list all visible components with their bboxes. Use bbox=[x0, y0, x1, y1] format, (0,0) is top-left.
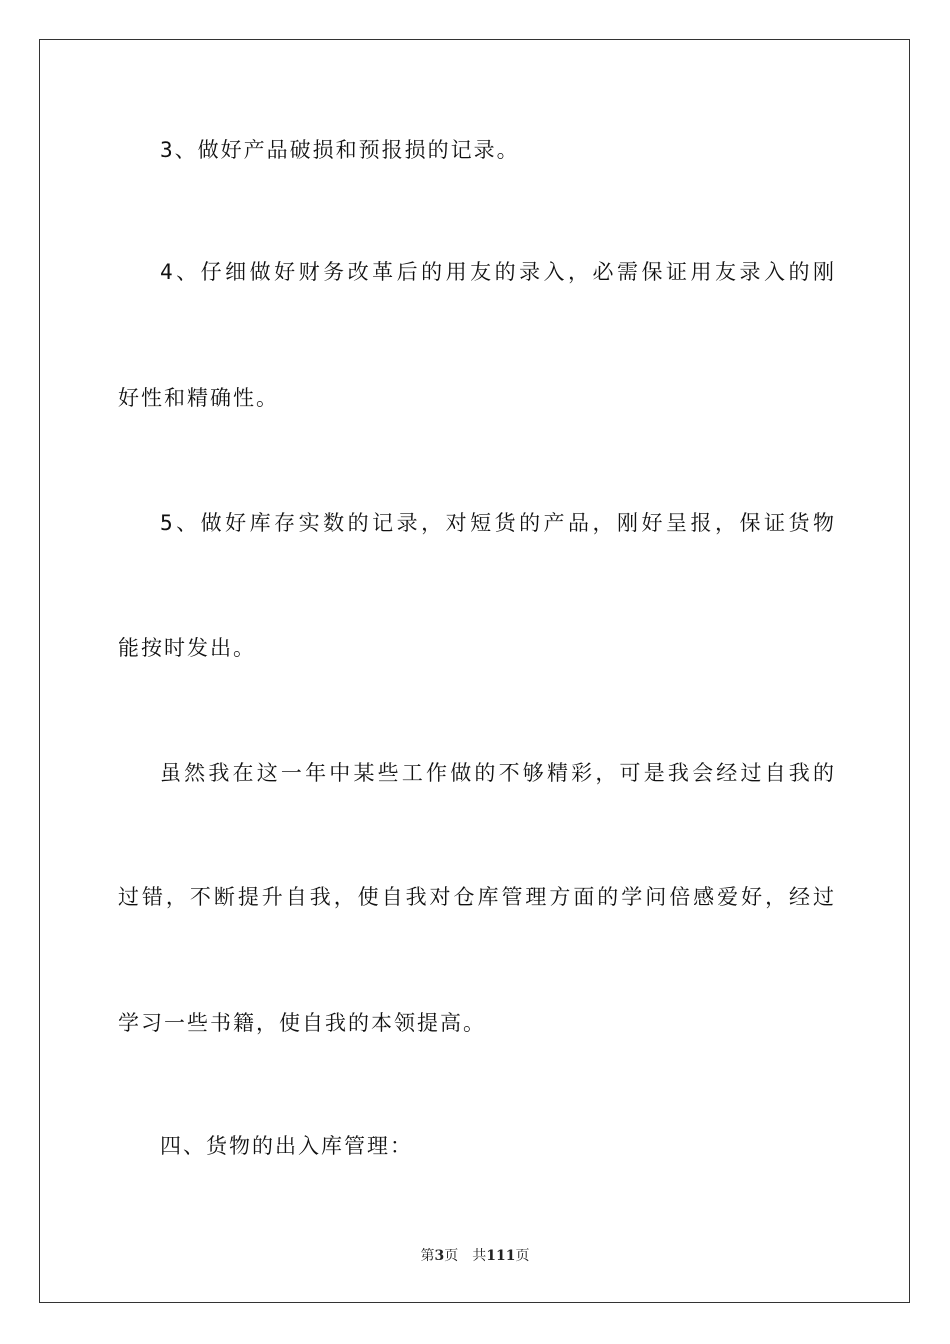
total-pages: 111 bbox=[486, 1248, 516, 1264]
total-prefix: 共 bbox=[472, 1248, 487, 1264]
paragraph-line-6: 虽然我在这一年中某些工作做的不够精彩，可是我会经过自我的 bbox=[160, 761, 834, 785]
paragraph-line-7: 过错，不断提升自我，使自我对仓库管理方面的学问倍感爱好，经过 bbox=[118, 885, 834, 909]
page-border bbox=[39, 39, 910, 1303]
page-number: 3 bbox=[434, 1248, 445, 1264]
page-prefix: 第 bbox=[420, 1248, 435, 1264]
paragraph-line-8: 学习一些书籍，使自我的本领提高。 bbox=[118, 1011, 486, 1035]
paragraph-line-2: 4、仔细做好财务改革后的用友的录入，必需保证用友录入的刚 bbox=[160, 260, 834, 284]
paragraph-line-4: 5、做好库存实数的记录，对短货的产品，刚好呈报，保证货物 bbox=[160, 511, 834, 535]
page-footer bbox=[0, 1247, 950, 1265]
total-suffix: 页 bbox=[515, 1248, 530, 1264]
section-heading: 四、货物的出入库管理： bbox=[160, 1134, 413, 1158]
paragraph-line-5: 能按时发出。 bbox=[118, 636, 256, 660]
page-suffix: 页 bbox=[444, 1248, 459, 1264]
paragraph-line-1: 3、做好产品破损和预报损的记录。 bbox=[160, 138, 520, 162]
paragraph-line-3: 好性和精确性。 bbox=[118, 386, 279, 410]
